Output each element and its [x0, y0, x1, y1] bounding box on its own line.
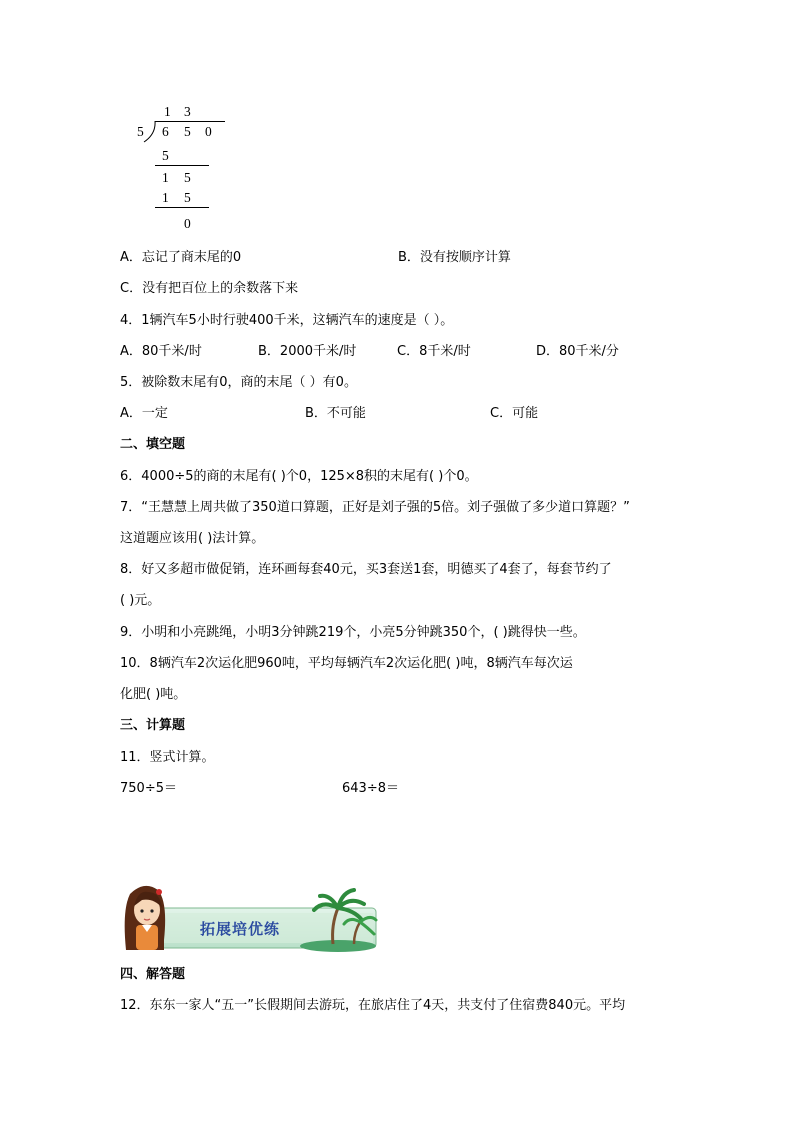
q3-option-c: C．没有把百位上的余数落下来: [120, 281, 299, 296]
q4-option-b: B．2000千米/时: [258, 344, 357, 359]
q6: 6．4000÷5的商的末尾有( )个0，125×8积的末尾有( )个0。: [120, 469, 478, 484]
q5-stem: 5．被除数末尾有0，商的末尾（ ）有0。: [120, 375, 357, 390]
q5-option-b: B．不可能: [305, 406, 366, 421]
extension-practice-banner: [118, 880, 380, 955]
step-digit: 5: [184, 170, 191, 185]
dividend-digit: 6: [162, 124, 169, 139]
section-heading: 三、计算题: [120, 718, 186, 733]
q11-expression-b: 643÷8＝: [342, 781, 399, 796]
divisor: 5: [137, 124, 144, 139]
q3-option-b: B．没有按顺序计算: [398, 250, 511, 265]
q5-option-a: A．一定: [120, 406, 168, 421]
banner-title: 拓展培优练: [200, 920, 281, 938]
q4-option-d: D．80千米/分: [536, 344, 619, 359]
step-product: 5: [162, 148, 169, 163]
step-digit: 5: [184, 190, 191, 205]
q8-line1: 8．好又多超市做促销，连环画每套40元，买3套送1套，明德买了4套了，每套节约了: [120, 562, 612, 577]
remainder: 0: [184, 216, 191, 231]
step-digit: 1: [162, 170, 169, 185]
division-bracket: [142, 120, 160, 144]
q11-expression-a: 750÷5＝: [120, 781, 177, 796]
girl-illustration: [125, 886, 165, 950]
q10-line2: 化肥( )吨。: [120, 687, 187, 702]
q3-option-a: A．忘记了商末尾的0: [120, 250, 242, 265]
step-line: [155, 165, 209, 166]
q11: 11．竖式计算。: [120, 750, 215, 765]
q7-line2: 这道题应该用( )法计算。: [120, 531, 265, 546]
q4-option-c: C．8千米/时: [397, 344, 471, 359]
q5-option-c: C．可能: [490, 406, 539, 421]
q4-stem: 4．1辆汽车5小时行驶400千米，这辆汽车的速度是（ ）。: [120, 313, 454, 328]
dividend-digit: 5: [184, 124, 191, 139]
dividend-digit: 0: [205, 124, 212, 139]
banner-graphic: [118, 880, 380, 955]
q7-line1: 7．“王慧慧上周共做了350道口算题，正好是刘子强的5倍。刘子强做了多少道口算题？”: [120, 500, 630, 515]
division-bar: [155, 121, 225, 122]
section-heading: 四、解答题: [120, 967, 186, 982]
quotient-digit: 1: [164, 104, 171, 119]
q8-line2: ( )元。: [120, 593, 161, 608]
step-line: [155, 207, 209, 208]
step-digit: 1: [162, 190, 169, 205]
q9: 9．小明和小亮跳绳，小明3分钟跳219个，小亮5分钟跳350个，( )跳得快一些。: [120, 625, 586, 640]
section-heading: 二、填空题: [120, 437, 186, 452]
quotient-digit: 3: [184, 104, 191, 119]
q10-line1: 10．8辆汽车2次运化肥960吨，平均每辆汽车2次运化肥( )吨，8辆汽车每次运: [120, 656, 573, 671]
q4-option-a: A．80千米/时: [120, 344, 202, 359]
q12-line1: 12．东东一家人“五一”长假期间去游玩，在旅店住了4天，共支付了住宿费840元。平均: [120, 998, 626, 1013]
